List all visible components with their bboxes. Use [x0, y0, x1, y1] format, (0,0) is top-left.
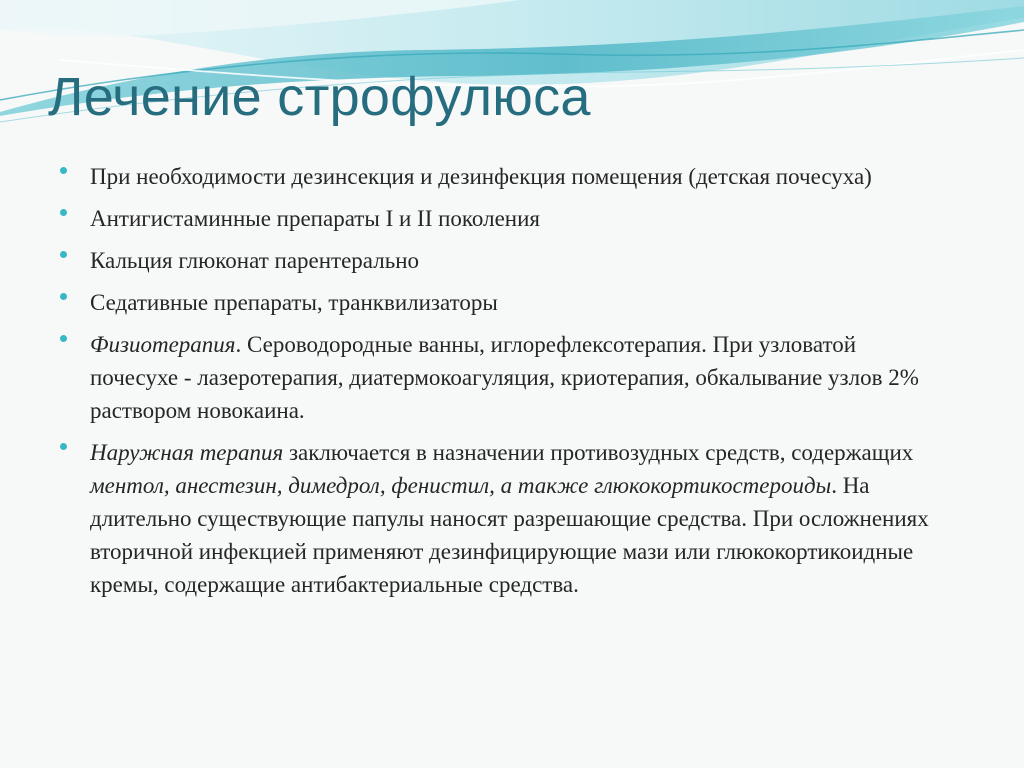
bullet-text: . На длительно существующие папулы наносят разрешающие средства. При осложнениях вторичной инфекцией применяют дезинфицирующие мази или глюкокортикоидные кремы, содержащие антибактериальные средства. [90, 473, 929, 597]
bullet-emphasis: ментол, анестезин, димедрол, фенистил, а также глюкокортикостероиды [90, 473, 832, 498]
bullet-dot-icon [60, 251, 67, 258]
bullet-item-disinfection [60, 160, 940, 193]
bullet-item-sedatives [60, 286, 940, 319]
bullet-text: Кальция глюконат парентерально [90, 248, 419, 273]
bullet-text: заключается в назначении противозудных средств, содержащих [283, 440, 914, 465]
bullet-text: При необходимости дезинсекция и дезинфекция помещения (детская почесуха) [90, 164, 872, 189]
bullet-emphasis: Наружная терапия [90, 440, 284, 465]
bullet-dot-icon [60, 209, 67, 216]
slide-title: Лечение строфулюса [48, 67, 591, 127]
bullet-dot-icon [60, 293, 67, 300]
bullet-item-calcium-gluconate [60, 244, 940, 277]
bullet-item-antihistamines [60, 202, 940, 235]
bullet-text: . Сероводородные ванны, иглорефлексотерапия. При узловатой почесухе - лазеротерапия, диатермокоагуляция, криотерапия, обкалывание узлов 2% раствором новокаина. [90, 332, 919, 423]
bullet-list [60, 160, 940, 610]
bullet-item-external-therapy [60, 436, 940, 601]
bullet-dot-icon [60, 167, 67, 174]
bullet-dot-icon [60, 443, 67, 450]
bullet-emphasis: Физиотерапия [90, 332, 236, 357]
bullet-text: Антигистаминные препараты I и II поколения [90, 206, 540, 231]
bullet-text: Седативные препараты, транквилизаторы [90, 290, 498, 315]
bullet-dot-icon [60, 335, 67, 342]
bullet-item-physiotherapy [60, 328, 940, 427]
